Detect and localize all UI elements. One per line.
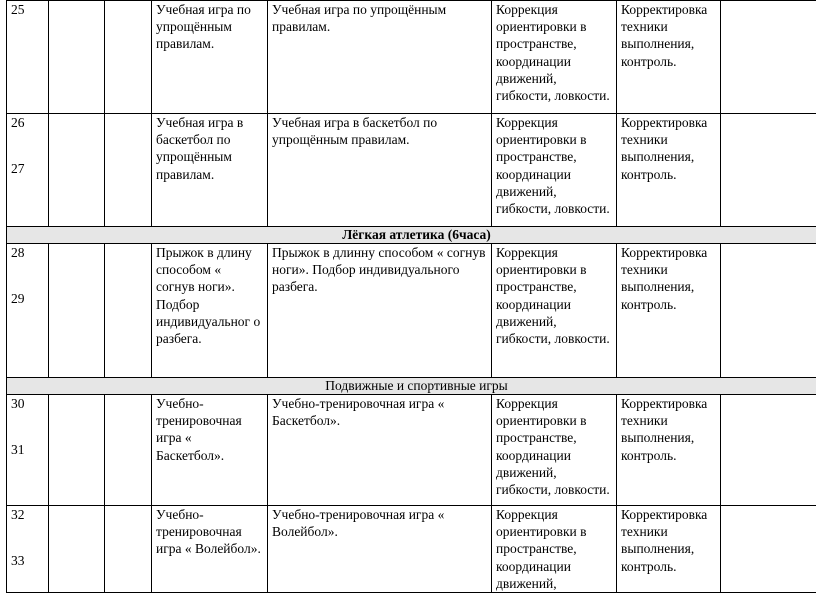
lesson-number-cell <box>7 395 49 506</box>
topic-cell: Учебная игра в баскетбол по упрощённым правилам. <box>152 114 268 227</box>
empty-cell <box>105 244 152 378</box>
lesson-number-cell <box>7 1 49 114</box>
topic-cell: Учебно-тренировочная игра « Баскетбол». <box>152 395 268 506</box>
control-cell: Корректировка техники выполнения, контроль. <box>617 506 721 593</box>
lesson-number-cell <box>7 114 49 227</box>
table-row <box>7 1 816 114</box>
empty-cell <box>721 1 816 114</box>
correction-cell: Коррекция ориентировки в пространстве, координации движений, гибкости, ловкости. <box>492 395 617 506</box>
empty-cell <box>105 506 152 593</box>
control-cell: Корректировка техники выполнения, контроль. <box>617 395 721 506</box>
table-row <box>7 244 816 378</box>
empty-cell <box>49 506 105 593</box>
lesson-number: 30 <box>11 396 25 411</box>
lesson-number: 31 <box>11 441 44 458</box>
section-header-row <box>7 227 816 244</box>
empty-cell <box>49 1 105 114</box>
empty-cell <box>105 114 152 227</box>
content-cell: Учебная игра в баскетбол по упрощённым правилам. <box>268 114 492 227</box>
lesson-plan-table <box>6 0 816 593</box>
table-row <box>7 395 816 506</box>
lesson-number-cell <box>7 244 49 378</box>
empty-cell <box>105 1 152 114</box>
topic-cell: Прыжок в длину способом « согнув ноги». Подбор индивидуальног о разбега. <box>152 244 268 378</box>
table-row <box>7 114 816 227</box>
control-cell: Корректировка техники выполнения, контроль. <box>617 244 721 378</box>
section-title-athletics: Лёгкая атлетика (6часа) <box>7 227 816 244</box>
topic-cell: Учебная игра по упрощённым правилам. <box>152 1 268 114</box>
empty-cell <box>721 395 816 506</box>
lesson-number: 33 <box>11 552 44 569</box>
content-cell: Учебная игра по упрощённым правилам. <box>268 1 492 114</box>
empty-cell <box>721 114 816 227</box>
section-header-row <box>7 378 816 395</box>
empty-cell <box>49 114 105 227</box>
table-row <box>7 506 816 593</box>
topic-cell: Учебно-тренировочная игра « Волейбол». <box>152 506 268 593</box>
lesson-number: 28 <box>11 245 25 260</box>
section-title-games: Подвижные и спортивные игры <box>7 378 816 395</box>
correction-cell: Коррекция ориентировки в пространстве, координации движений, гибкости, ловкости. <box>492 244 617 378</box>
empty-cell <box>721 506 816 593</box>
correction-cell: Коррекция ориентировки в пространстве, координации движений, гибкости, ловкости. <box>492 1 617 114</box>
empty-cell <box>105 395 152 506</box>
lesson-number: 29 <box>11 290 44 307</box>
lesson-number: 26 <box>11 115 25 130</box>
content-cell: Учебно-тренировочная игра « Волейбол». <box>268 506 492 593</box>
empty-cell <box>49 395 105 506</box>
lesson-number: 25 <box>11 2 25 17</box>
empty-cell <box>49 244 105 378</box>
correction-cell: Коррекция ориентировки в пространстве, координации движений, <box>492 506 617 593</box>
lesson-number: 32 <box>11 507 25 522</box>
lesson-number-cell <box>7 506 49 593</box>
control-cell: Корректировка техники выполнения, контроль. <box>617 1 721 114</box>
content-cell: Прыжок в длинну способом « согнув ноги». Подбор индивидуального разбега. <box>268 244 492 378</box>
content-cell: Учебно-тренировочная игра « Баскетбол». <box>268 395 492 506</box>
lesson-number: 27 <box>11 160 44 177</box>
empty-cell <box>721 244 816 378</box>
control-cell: Корректировка техники выполнения, контроль. <box>617 114 721 227</box>
correction-cell: Коррекция ориентировки в пространстве, координации движений, гибкости, ловкости. <box>492 114 617 227</box>
